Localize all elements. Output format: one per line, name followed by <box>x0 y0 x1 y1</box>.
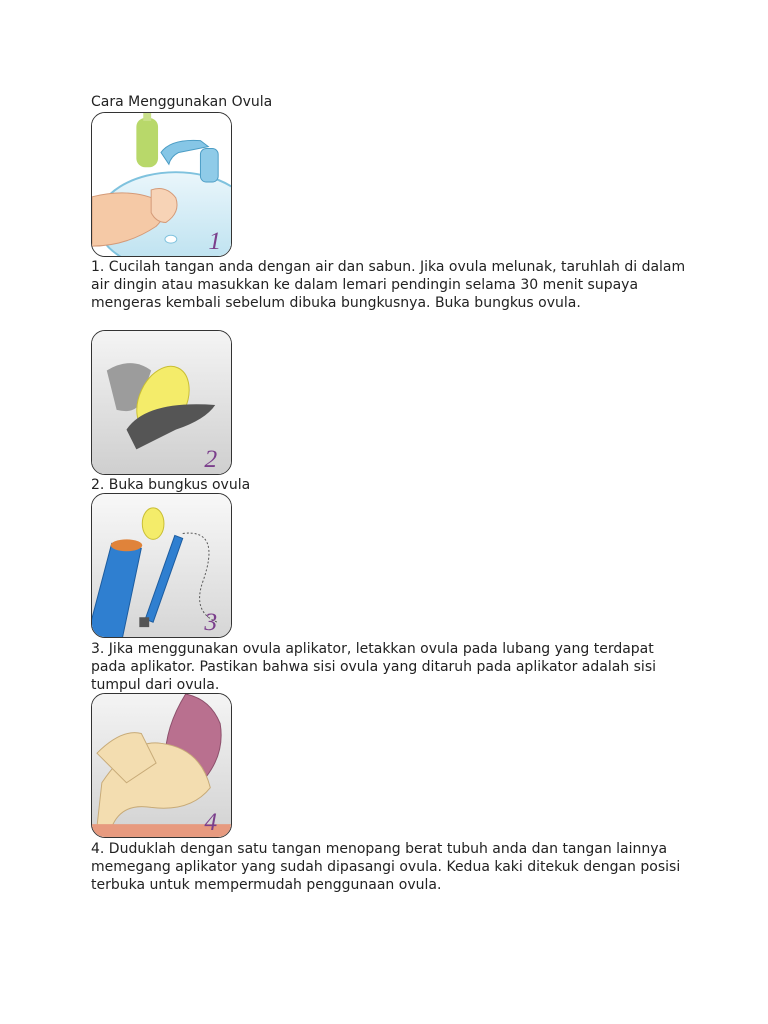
step-4-illustration <box>91 693 232 838</box>
step-1-number: 1 <box>208 226 222 256</box>
step-2-number: 2 <box>204 444 218 474</box>
step-1-illustration <box>91 112 232 257</box>
step-3-illustration <box>91 493 232 638</box>
step-2-illustration <box>91 330 232 475</box>
step-3-text: 3. Jika menggunakan ovula aplikator, letakkan ovula pada lubang yang terdapat pada aplikator. Pastikan bahwa sisi ovula yang ditaruh pada aplikator adalah sisi tumpul dari ovula. <box>91 641 657 693</box>
step-4-text: 4. Duduklah dengan satu tangan menopang berat tubuh anda dan tangan lainnya memegang aplikator yang sudah dipasangi ovula. Kedua kaki ditekuk dengan posisi terbuka untuk mempermudah penggunaan ovula. <box>91 841 681 893</box>
step-4-number: 4 <box>204 807 218 837</box>
step-2-text: 2. Buka bungkus ovula <box>91 477 251 493</box>
step-1-text: 1. Cucilah tangan anda dengan air dan sabun. Jika ovula melunak, taruhlah di dalam air dingin atau masukkan ke dalam lemari pendingin selama 30 menit supaya mengeras kembali sebelum dibuka bungkusnya. Buka bungkus ovula. <box>91 259 686 311</box>
step-3-number: 3 <box>204 607 218 637</box>
document-title: Cara Menggunakan Ovula <box>91 94 273 110</box>
